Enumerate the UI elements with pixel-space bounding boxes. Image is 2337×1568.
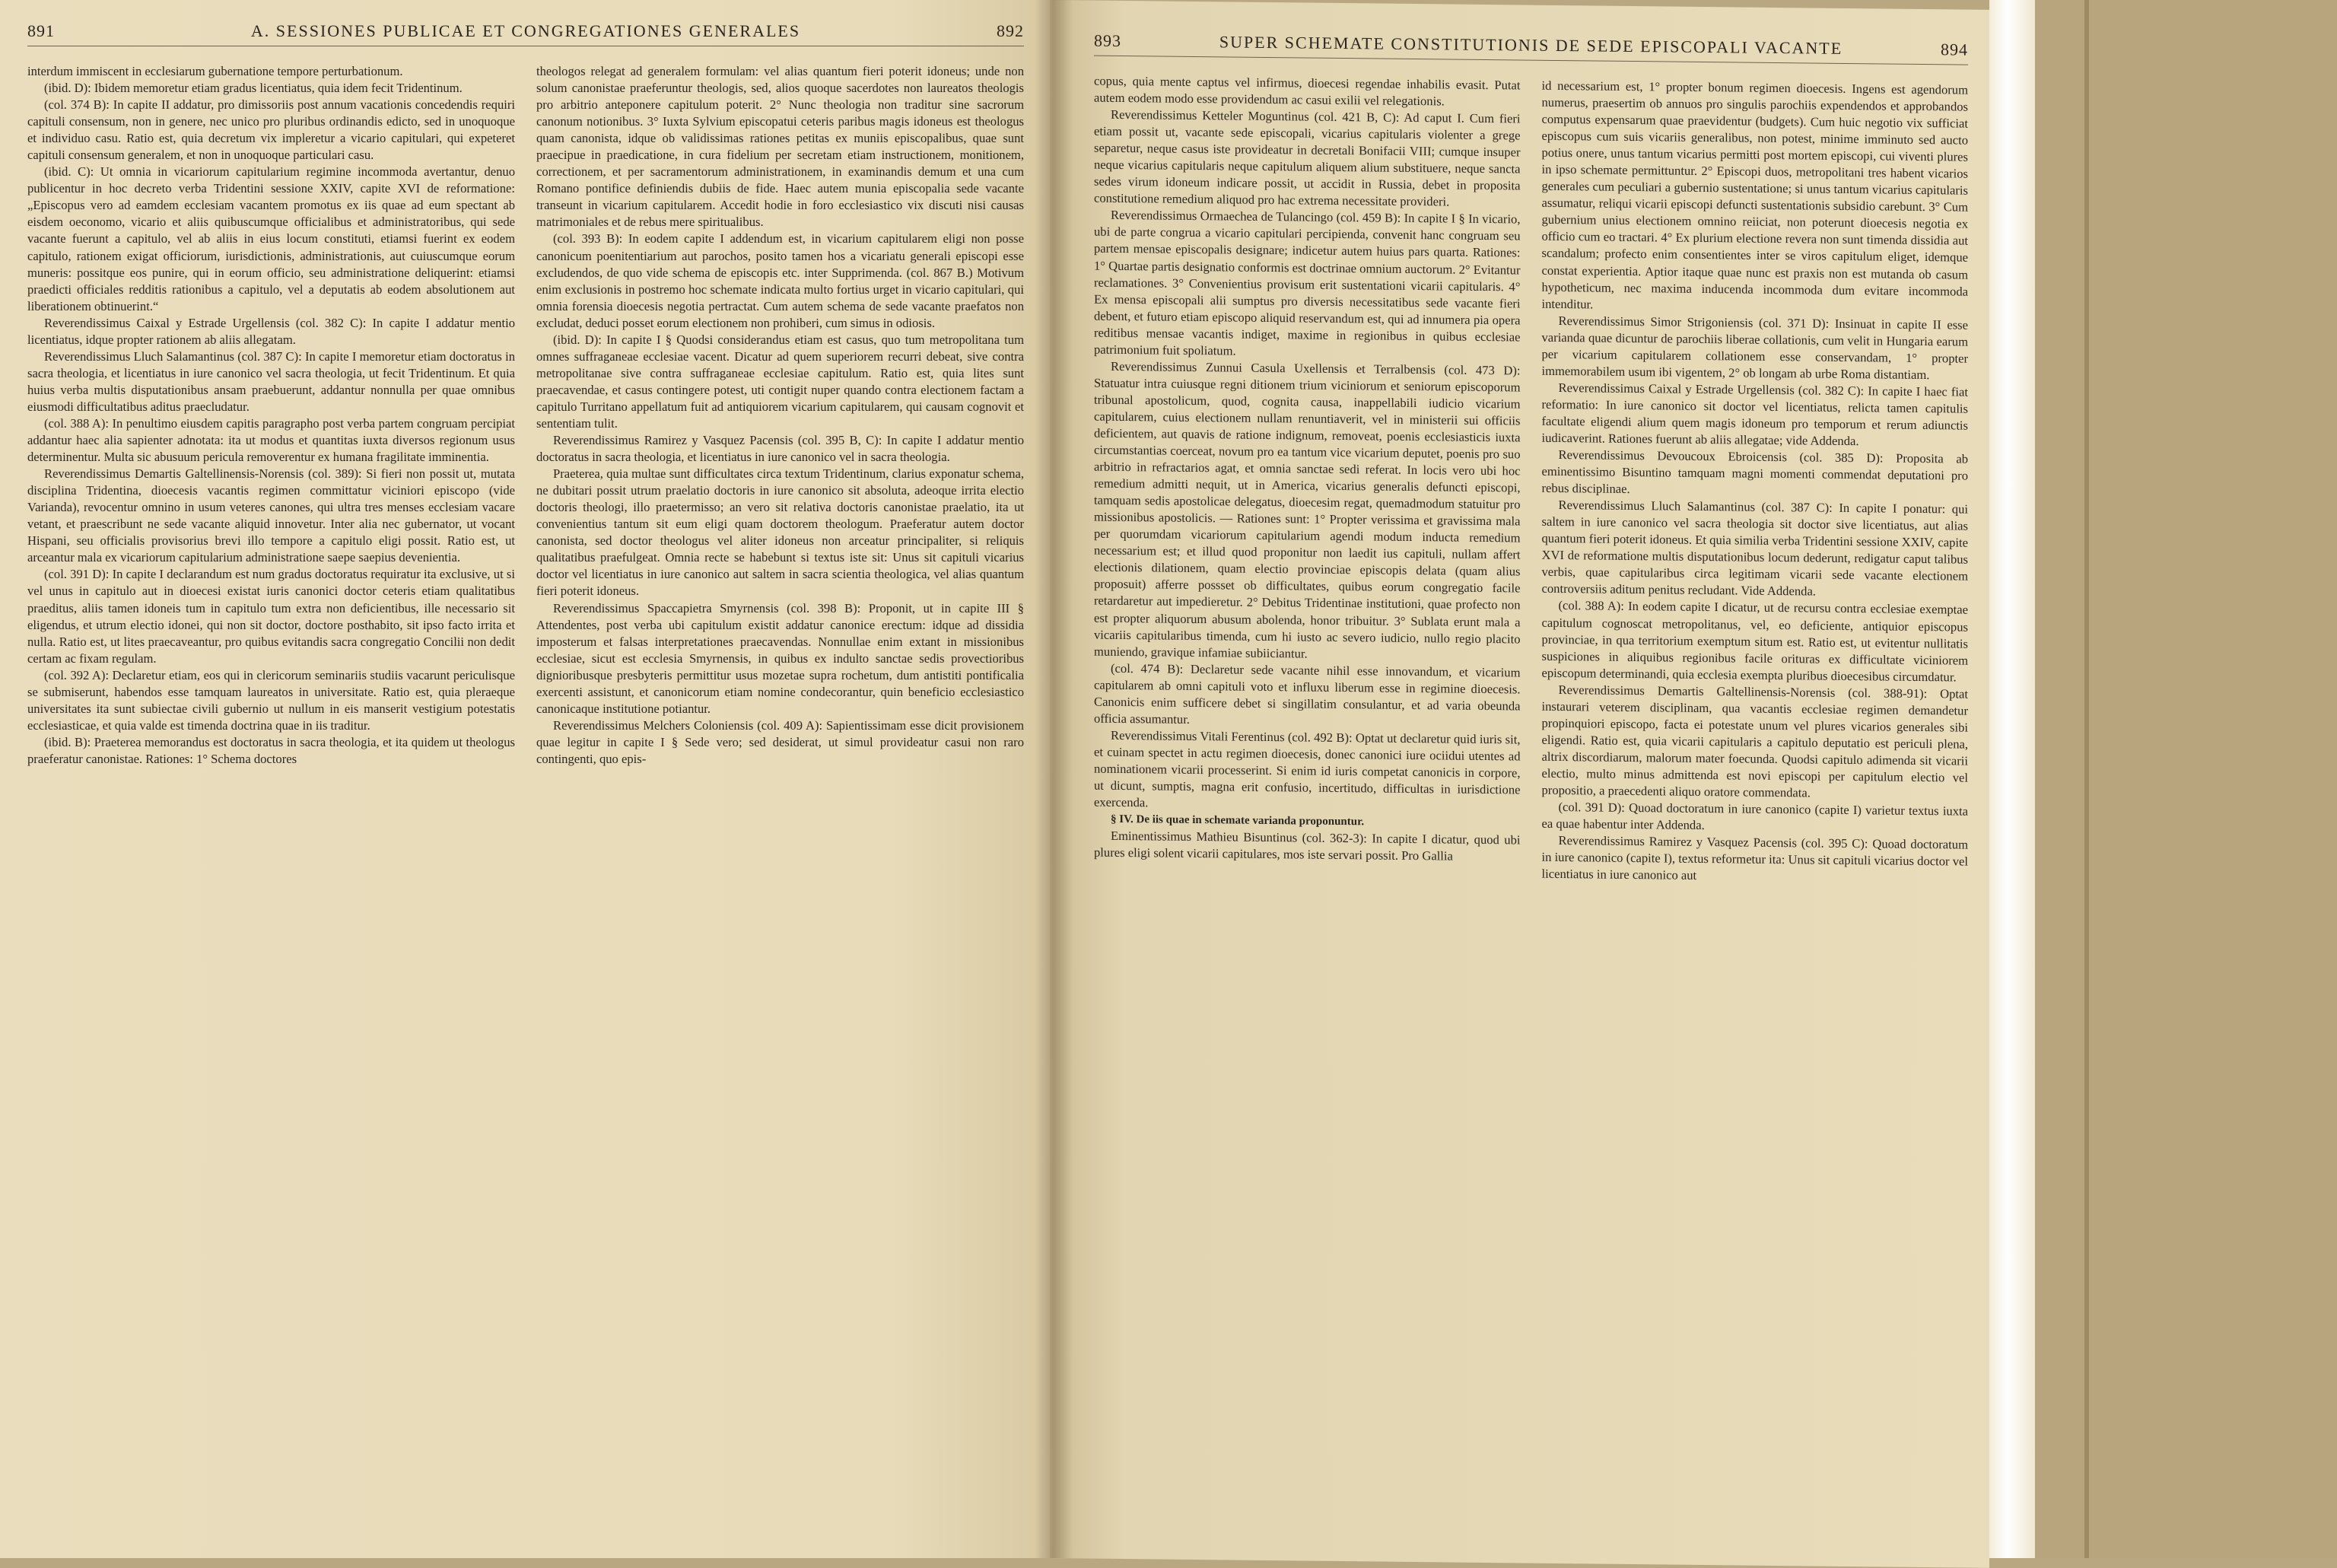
paragraph: interdum immiscent in ecclesiarum gubernatione tempore perturbationum. [27,64,403,78]
paragraph: Reverendissimus Caixal y Estrade Urgellensis (col. 382 C): In capite I haec fiat reformatio: In iure canonico sit doctor vel licentiatus, relicta tamen capitulis facultate eligendi alium quem magis idoneum pro temporum et rerum adiunctis iudicaverint. Rationes fuerunt ab aliis allegatae; vide Addenda. [1541,380,1968,449]
paragraph: (ibid. B): Praeterea memorandus est doctoratus in sacra theologia, et ita quidem ut theologus praeferatur canonistae. Rationes: 1° Schema doctores [27,734,515,766]
paragraph: copus, quia mente captus vel infirmus, dioecesi regendae inhabilis evasit. Putat autem eodem modo esse providendum ac casui exilii vel relegationis. [1094,73,1521,109]
paragraph: (col. 391 D): Quoad doctoratum in iure canonico (capite I) varietur textus iuxta ea quae habentur inter Addenda. [1541,800,1968,833]
paragraph: (col. 388 A): In penultimo eiusdem capitis paragrapho post verba partem congruam percipiat addantur haec alia sapienter adnotata: ita ut modus et quantitas iuxta diversos regionum usus determinentur. Multa sic abusuum pericula removerentur ex humana fragilitate imminentia. [27,415,515,465]
paragraph: Reverendissimus Ramirez y Vasquez Pacensis (col. 395 C): Quoad doctoratum in iure canonico (capite I), textus reformetur ita: Unus sit capituli vicarius doctor vel licentiatus in iure canonico aut [1541,833,1968,883]
page-number-893: 893 [1094,30,1121,50]
paragraph: (col. 391 D): In capite I declarandum est num gradus doctoratus requiratur ita exclusive, ut si vel unus in capitulo aut in dioecesi existat iuris canonici doctor ceteris etiam qualitatibus praeditus, aliis tamen idoneis tum in capitulo tum extra non deficientibus, ille necessario sit eligendus, et utrum electio idonei, qui non sit doctor, doctore posthabito, sit ipso facto irrita et nulla. Ratio est, ut lites praecaveantur, pro quibus evitandis sacra congregatio Concilii non dedit certam ac fixam regulam. [27,567,515,666]
paragraph: Praeterea, quia multae sunt difficultates circa textum Tridentinum, clarius exponatur schema, ne dubitari possit utrum praelatio doctoris in iure canonico sit absoluta, adeoque irrita electio doctoris theologi, illo praetermisso; an vero sit relativa doctoris canonistae praelatio, ita ut convenientius tantum sit eum eligi quam doctorem theologum. Praeferatur autem doctor canonista, sed doctor theologus vel aliter idoneus non arceatur principaliter, si reliquis qualitatibus praefulgeat. Omnia recte se habebunt si textus iste sit: Unus sit capituli vicarius doctor vel licentiatus in iure canonico aut saltem in sacra scientia theologica, vel alias quantum fieri poterit idoneus. [536,466,1024,599]
paragraph: Reverendissimus Simor Strigoniensis (col. 371 D): Insinuat in capite II esse varianda quae dicuntur de parochiis liberae collationis, cum velit in Hungaria earum per vicarium capitularem collationem esse conservandam, 1° propter immemorabilem usum ibi vigentem, 2° ob longam ab urbe Roma distantiam. [1541,313,1968,382]
left-page [0,0,1050,1558]
paragraph: theologos relegat ad generalem formulam: vel alias quantum fieri poterit idoneus; unde non solum canonistae praeferuntur theologis, sed, alios quoque sacerdotes non laureatos theologis pro arbitrio anteponere capitulum poterit. 2° Nunc theologia non traditur sine sacrorum canonum notionibus. 3° Iuxta Sylvium episcopatui ceteris paribus magis idoneus est theologus quam canonista, idque ob validissimas rationes petitas ex muniis episcopalibus, quae sunt praecipue in praedicatione, in cura fidelium per secretam etiam instructionem, monitionem, correctionem, et per sacramentorum administrationem, in examinandis demum et una cum Romano pontifice definiendis dubiis de fide. Haec autem munia episcopalia sede vacante transeunt in vicarium capitularem. Accedit hodie in foro ecclesiastico vix discuti nisi causas matrimoniales et de rebus mere spiritualibus. [536,64,1024,230]
right-page [1050,0,1989,1568]
left-col-2 [526,63,1024,768]
paragraph: (ibid. D): Ibidem memoretur etiam gradus licentiatus, quia idem fecit Tridentinum. [44,81,463,96]
paragraph: Reverendissimus Vitali Ferentinus (col. 492 B): Optat ut declaretur quid iuris sit, et cuinam spectet in actu regimen dioecesis, donec canonici iure ociidui utentes ad nominationem vicarii processerint. Si enim id iuris competat canonicis in corpore, ut dicunt, sumptis, magna erit confusio, incertitudo, difficultas in iurisdictione exercenda. [1094,727,1521,810]
paragraph: Reverendissimus Melchers Coloniensis (col. 409 A): Sapientissimam esse dicit provisionem quae legitur in capite I § Sede vero; sed desiderat, ut simul provideatur casui non raro contingenti, quo epis- [536,717,1024,766]
page-number-894: 894 [1941,40,1968,59]
section-heading: § IV. De iis quae in schemate varianda proponuntur. [1111,813,1365,829]
book-gutter [1035,0,1073,1558]
paragraph: (col. 474 B): Declaretur sede vacante nihil esse innovandum, et vicarium capitularem ab omni capituli voto et influxu liberum esse in regimine dioecesis. Canonicis enim sufficere debet si singillatim consulantur, et ad varia obeunda officia assumantur. [1094,660,1521,727]
right-running-title: SUPER SCHEMATE CONSTITUTIONIS DE SEDE EPISCOPALI VACANTE [1219,32,1843,58]
paragraph: Reverendissimus Devoucoux Ebroicensis (col. 385 D): Proposita ab eminentissimo Bisuntino tamquam magni momenti commendat deputationi pro rebus disciplinae. [1541,447,1968,497]
right-col-2 [1531,78,1969,887]
book-cover [2035,0,2337,1558]
page-edge-strip [1989,0,2035,1558]
left-running-title: A. SESSIONES PUBLICAE ET CONGREGATIONES GENERALES [250,21,801,40]
paragraph: Reverendissimus Ketteler Moguntinus (col. 421 B, C): Ad caput I. Cum fieri etiam possit ut, vacante sede episcopali, vicarius capitularis violenter a grege separetur, neque casus iste provideatur in decretali Bonifacii VIII; cumque insuper neque vicarius capitularis neque capitulum aliquem alium substituere, neque sancta sedes virum idoneum indicare possit, ut accidit in Russia, debet in proposita constitutione remedium aliquod pro hac extrema necessitate provideri. [1094,107,1521,209]
paragraph: Reverendissimus Lluch Salamantinus (col. 387 C): In capite I memoretur etiam doctoratus in sacra theologia, et licentiatus in iure canonico vel sacra theologia, ut fecit Tridentinum. Et quia huius verba multis disputationibus ansam praebuerunt, addantur nonnulla per quae omnibus eiusmodi difficultatibus aditus praecludatur. [27,348,515,414]
paragraph: (col. 392 A): Declaretur etiam, eos qui in clericorum seminariis studiis vacarunt periculisque se submiserunt, habendos esse tamquam laureatos in universitate. Ratio est, quia pleraeque universitates ita sunt subiectae civili gubernio ut nullum in eis manserit vestigium potestatis ecclesiasticae, et quia valde est timenda doctrina quae in iis traditur. [27,667,515,733]
paragraph: (ibid. D): In capite I § Quodsi considerandus etiam est casus, quo tum metropolitana tum omnes suffraganeae ecclesiae vacent. Dicatur ad quem superiorem recurri debeat, sive contra metropolitanae sive contra suffraganeae ecclesiae capitulum. Ratio est, quia lites sunt praecavendae, et casus contingere potest, uti contigit nuper quando contra electionem factam a capitulo Turritano appellatum fuit ad antiquiorem vicarium capitularem, qui causam cognovit et sententiam tulit. [536,332,1024,431]
left-running-head [27,21,1024,46]
paragraph: (ibid. C): Ut omnia in vicariorum capitularium regimine incommoda avertantur, denuo publicentur in hoc decreto verba Tridentini sessione XXIV, capite XVI de reformatione: „Episcopus vero ad eamdem ecclesiam vacantem promotus ex iis quae ad eum spectant ab eisdem oeconomo, vicario et aliis quibuscumque officialibus et administratoribus, qui sede vacante fuerunt a capitulo, vel ab aliis in eius locum constituti, etiamsi fuerint ex eodem capitulo, rationem exigat officiorum, iurisdictionis, administrationis, aut cuiuscumque eorum muneris: possitque eos punire, qui in eorum officio, seu administratione deliquerint: etiamsi praedicti officiales redditis rationibus a capitulo, vel a deputatis ab eodem absolutionem aut liberationem obtinuerint.“ [27,164,515,313]
paragraph: Reverendissimus Demartis Galtellinensis-Norensis (col. 389): Si fieri non possit ut, mutata disciplina Tridentina, dioecesis vacantis regimen committatur viciniori episcopo (vide Varianda), revocentur omnino in usum veteres canones, qui ultra tres menses ecclesiam vacare vetant, et praescribunt ne sede vacante aliquid innovetur. Inter alia nec gubernator, ut vocant Hispani, seu officialis provisorius brevi illo tempore a capitulo eligi possit. Ratio est, ut arceantur mala ex vicariorum capitularium administratione saepe saepius devenientia. [27,466,515,565]
paragraph: Reverendissimus Demartis Galtellinensis-Norensis (col. 388-91): Optat instaurari veterem disciplinam, qua vacantis ecclesiae regimen demandetur propinquiori episcopo, facta ei potestate unum vel plures vicarios generales sibi eligendi. Ratio est, quia vicarii capitularis a capitulo deputatio est periculi plena, altrix discordiarum, malorum mater foecunda. Quodsi capitulo adimenda sit vicarii electio, multo minus admittenda est novi episcopi per capitulum electio vel propositio, a praecedenti aliquo oratore commendata. [1541,682,1968,800]
paragraph: (col. 393 B): In eodem capite I addendum est, in vicarium capitularem eligi non posse canonicum poenitentiarium aut parochos, posito tamen hos a vicariatu generali episcopi esse excludendos, de quo vide schema de episcopis etc. inter Supprimenda. (col. 867 B.) Motivum enim exclusionis in postremo hoc schemate indicata multo fortius urget in vicario capitulari, qui omnia forensia dioecesis negotia pertractat. Cum autem schema de sede vacante praefatos non excludat, deduci posset eorum electionem non prohiberi, cum simus in odiosis. [536,231,1024,330]
paragraph: (col. 374 B): In capite II addatur, pro dimissoriis post annum vacationis concedendis requiri capituli consensum, non in genere, nec unico pro pluribus ordinandis edicto, sed in unoquoque et individuo casu. Ratio est, quia decretum vix impleretur a vicario capitulari, qui expeteret capituli consensum generalem, et non in unoquoque particulari casu. [27,97,515,163]
page-number-891: 891 [27,21,55,40]
left-columns [27,63,1024,768]
right-running-head [1094,31,1968,65]
left-col-1 [27,63,526,768]
paragraph: id necessarium est, 1° propter bonum regimen dioecesis. Ingens est agendorum numerus, praesertim ob annuos pro singulis parochiis expendendos et approbandos computus expensarum quae praevidentur (budgets). Cum huic negotio vix sufficiat episcopus cum suis vicariis generalibus, non potest, minime imminuto sed aucto potius onere, unus tantum vicarius permitti post mortem episcopi, cui viventi plures in ipso schemate permittuntur. 2° Episcopi duos, metropolitani tres habent vicarios generales cum peculiari a gubernio sustentatione; si unus tantum vicarius capitularis assumatur, reliqui vicarii episcopi defuncti sustentationis subsidio carebunt. 3° Cum gubernium unius electionem omnino reiiciat, non poterunt dioecesis negotia ex officio cum eo tractari. 4° Ex plurium electione revera non sunt timenda dissidia aut scandalum; profecto enim consentientes inter se viros capitulum eliget, idemque constat experientia. Aptior itaque quae nunc est praxis non est mutanda ob casum hypotheticum, nec maxima inducenda incommoda dum evitare incommoda intenditur. [1541,78,1968,312]
paragraph: Reverendissimus Spaccapietra Smyrnensis (col. 398 B): Proponit, ut in capite III § Attendentes, post verba ubi capitulum existit addatur canonice erectum: idque ad dissidia imposterum et falsas interpretationes praecavendas. Nonnullae enim extant in missionibus ecclesiae, sicut est ecclesia Smyrnensis, in quibus ex indulto sanctae sedis provectioribus dignioribusque presbyteris permittitur usus mozetae supra rochetum, dum antistiti pontificalia exercenti assistunt, et canonicorum etiam nomine condecorantur, quin beneficio ecclesiastico canonicaque institutione potiantur. [536,600,1024,716]
paragraph: Reverendissimus Lluch Salamantinus (col. 387 C): In capite I ponatur: qui saltem in iure canonico vel sacra theologia sit doctor sive licentiatus, aut alias quantum fieri poterit idoneus. Et quia similia verba Tridentini sessione XXIV, capite XVI de reformatione multis disputationibus locum dederunt, redigatur caput talibus verbis, quae capitularibus circa legitimam vicarii sede vacante electionem controversiis aditum penitus recludant. Vide Addenda. [1541,498,1968,599]
paragraph: Reverendissimus Caixal y Estrade Urgellensis (col. 382 C): In capite I addatur mentio licentiatus, idque propter rationem ab aliis allegatam. [27,315,515,347]
paragraph: Eminentissimus Mathieu Bisuntinus (col. 362-3): In capite I dicatur, quod ubi plures eligi solent vicarii capitulares, mos iste servari possit. Pro Gallia [1094,828,1521,864]
paragraph: (col. 388 A): In eodem capite I dicatur, ut de recursu contra ecclesiae exemptae capitulum cognoscat metropolitanus, vel, eo deficiente, antiquior episcopus provinciae, in qua territorium exemptum situm est. Ratio est, ut evitentur nullitatis suspiciones in aliquibus regionibus facile orituras ex difficultate viciniorem episcopum determinandi, quia ecclesia exempta pluribus dioecesibus circumdatur. [1541,598,1968,685]
paragraph: Reverendissimus Ormaechea de Tulancingo (col. 459 B): In capite I § In vicario, ubi de parte congrua a vicario capitulari percipienda, convenit hanc congruam seu partem mensae episcopalis designare; indicetur autem huius pars quarta. Rationes: 1° Quartae partis designatio conformis est doctrinae omnium auctorum. 2° Evitantur reclamationes. 3° Convenientius provisum erit sustentationi vicarii capitularis. 4° Ex mensa episcopali alii sumptus pro diversis necessitatibus sede vacante fieri debent, et futuro etiam episcopo aliquid reservandum est, qui ad innumera pia opera reditibus mensae vacantis indiget, maxime in regionibus in quibus ecclesiae patrimonium fuit spoliatum. [1094,208,1521,358]
right-col-1 [1094,73,1531,883]
cover-edge [2084,0,2089,1558]
page-number-892: 892 [997,21,1024,40]
paragraph: Reverendissimus Ramirez y Vasquez Pacensis (col. 395 B, C): In capite I addatur mentio doctoratus in sacra theologia, et licentiatus in iure canonico vel in sacra theologia. [536,433,1024,465]
paragraph: Reverendissimus Zunnui Casula Uxellensis et Terralbensis (col. 473 D): Statuatur intra cuiusque regni ditionem trium viciniorum et seniorum episcoporum tribunal apostolicum, quod, cognita causa, inappellabili iudicio vicarium capitularem, cuius electionem nullam renuntiaverit, vel in ministerii sui officiis deficientem, aut quavis de ratione indignum, removeat, poenis ecclesiasticis iuxta circumstantias coerceat, novum pro ea tantum vice vicarium deputet, poenis pro suo arbitrio in refractarios agat, et omnia sanctae sedi referat. In locis vero ubi hoc remedium admitti nequit, ut in America, vicarius generalis defuncti episcopi, tamquam sedis apostolicae delegatus, dioecesim regat, quemadmodum statuitur pro missionibus apostolicis. — Rationes sunt: 1° Propter verissima et gravissima mala per quorumdam vicariorum capitularium agendi modum inducta remedium necessarium est; et illud quod proponitur non laedit ius capituli, nullam affert electionis dilationem, quam electio provinciae episcopis delata (quam alius proposuit) afferre possset ob difficultates, quibus eorum congregatio facile retardaretur aut impedieretur. 2° Debitus Tridentinae institutioni, quae profecto non est propter aliquorum abusum abolenda, honor tribuitur. 3° Sublata erunt mala a vicariis capitularibus timenda, cum hi iusto ac severo iudicio, nullo regio placito muniendo, gravique infamiae subiiciantur. [1094,358,1521,661]
right-columns [1094,73,1968,887]
